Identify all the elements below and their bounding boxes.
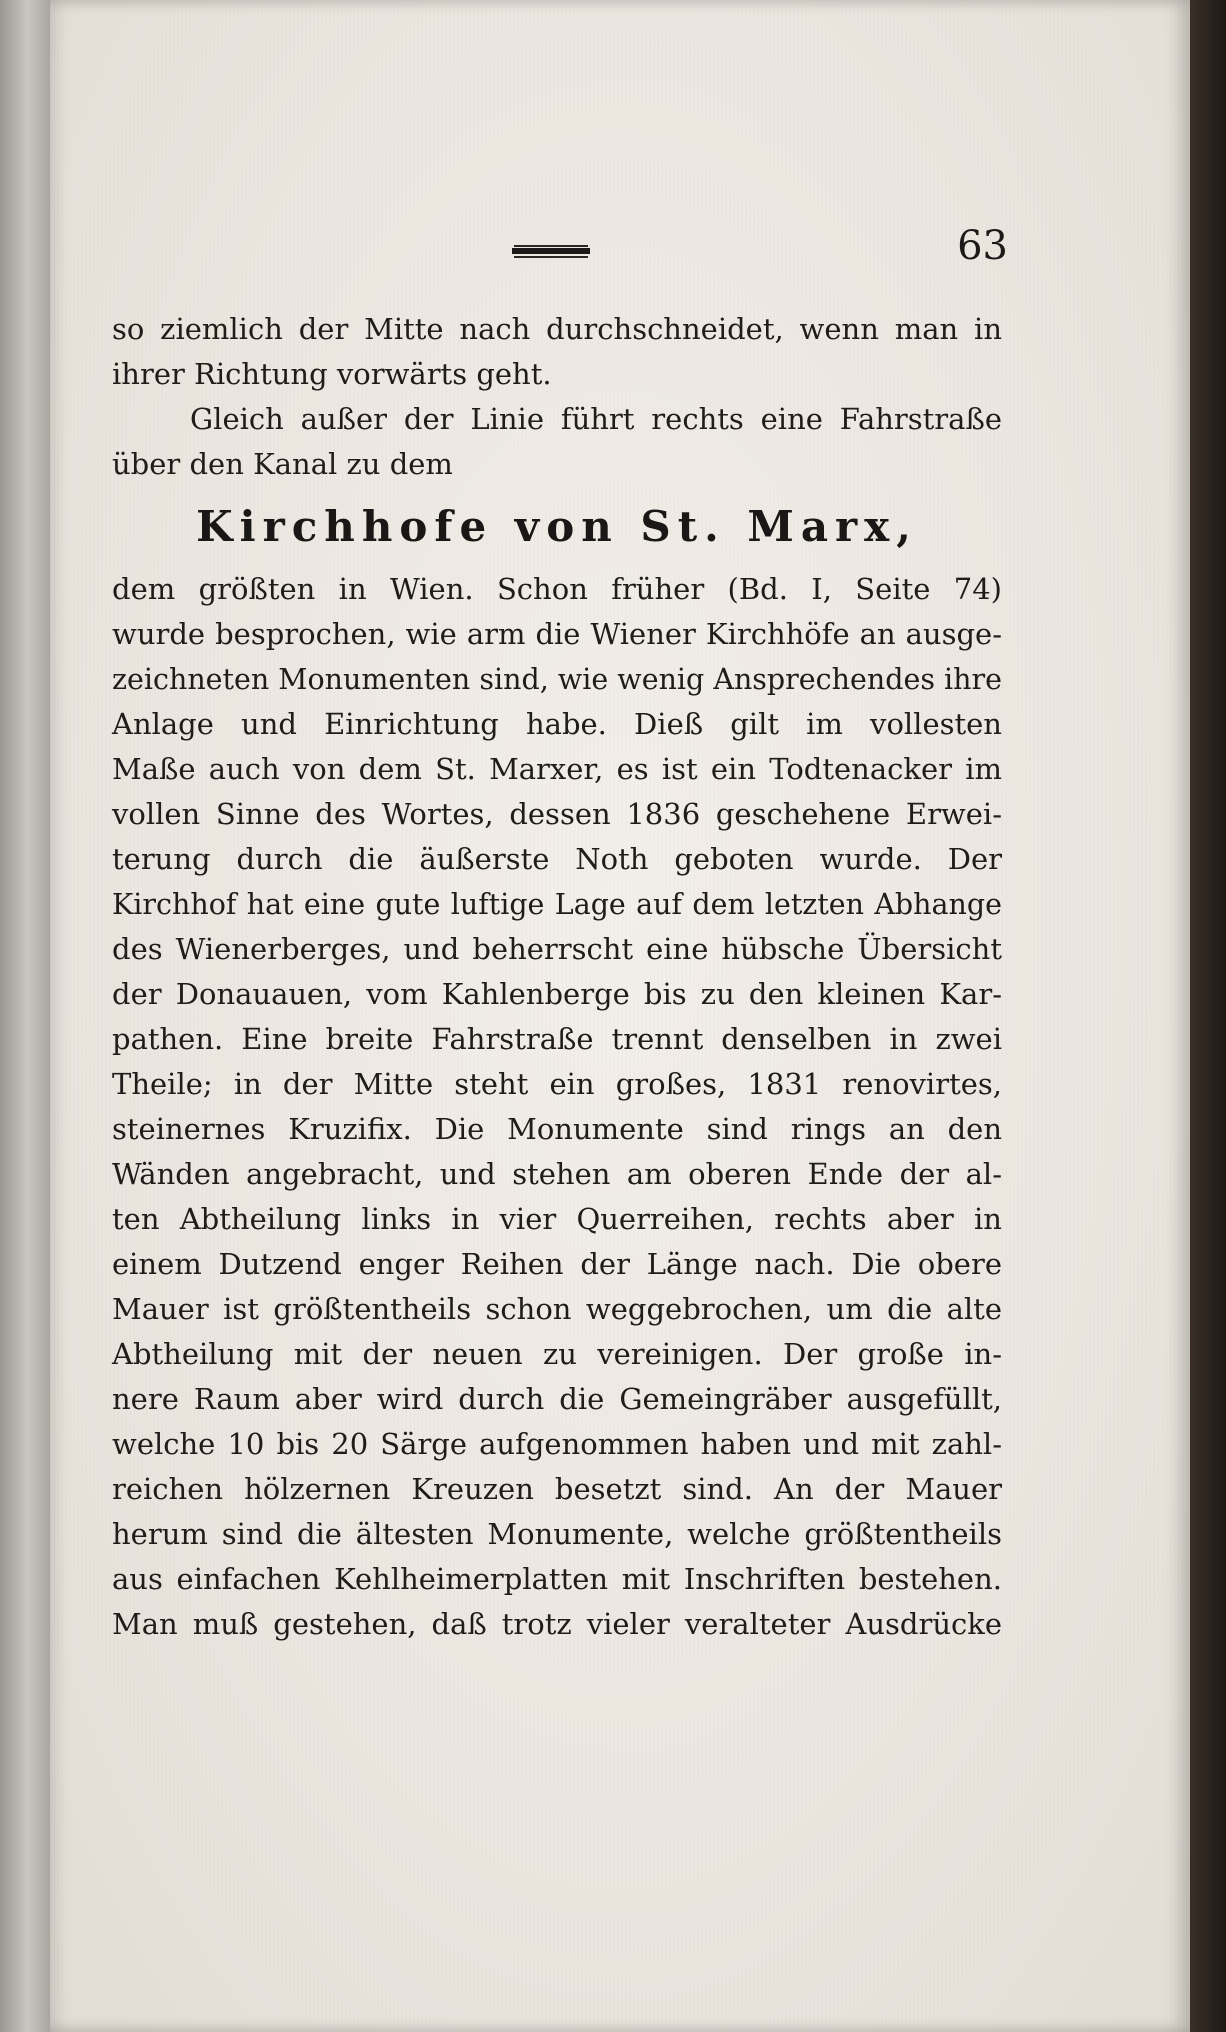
text-line: der Donauauen, vom Kahlenberge bis zu den kleinen Kar-: [112, 977, 1002, 1011]
page-number: 63: [957, 223, 1008, 269]
text-line: Kirchhof hat eine gute luftige Lage auf dem letzten Abhange: [112, 888, 1002, 921]
section-heading: [112, 487, 1002, 567]
text-line: nere Raum aber wird durch die Gemeingräber ausgefüllt,: [112, 1382, 1002, 1416]
text-line: ten Abtheilung links in vier Querreihen, rechts aber in: [112, 1202, 1002, 1236]
text-line: dem größten in Wien. Schon früher (Bd. I, Seite 74): [112, 572, 1002, 606]
text-line: welche 10 bis 20 Särge aufgenommen haben und mit zahl-: [112, 1427, 1002, 1461]
text-line: Mauer ist größtentheils schon weggebrochen, um die alte: [112, 1292, 1002, 1326]
text-line: über den Kanal zu dem: [112, 447, 453, 481]
text-line: aus einfachen Kehlheimerplatten mit Inschriften bestehen.: [112, 1562, 1002, 1596]
text-line: des Wienerberges, und beherrscht eine hübsche Übersicht: [112, 932, 1002, 966]
header-ornament-rule: [512, 245, 590, 258]
text-line: Anlage und Einrichtung habe. Dieß gilt im vollesten: [112, 707, 1002, 741]
text-line: einem Dutzend enger Reihen der Länge nach. Die obere: [112, 1247, 1002, 1281]
body-text: [112, 307, 1002, 1647]
text-line: Abtheilung mit der neuen zu vereinigen. Der große in-: [112, 1337, 1002, 1371]
text-line: vollen Sinne des Wortes, dessen 1836 geschehene Erwei-: [112, 797, 1002, 831]
section-heading-text: Kirchhofe von St. Marx,: [196, 502, 918, 551]
book-edge-left: [0, 0, 50, 2032]
text-line: pathen. Eine breite Fahrstraße trennt denselben in zwei: [112, 1022, 1002, 1056]
text-line: so ziemlich der Mitte nach durchschneidet, wenn man in: [112, 312, 1002, 346]
text-line: terung durch die äußerste Noth geboten wurde. Der: [112, 842, 1002, 876]
text-line: zeichneten Monumenten sind, wie wenig Ansprechendes ihre: [112, 663, 1002, 696]
text-line: Man muß gestehen, daß trotz vieler veralteter Ausdrücke: [112, 1607, 1002, 1641]
text-line: Gleich außer der Linie führt rechts eine Fahrstraße: [190, 402, 1002, 436]
text-line: reichen hölzernen Kreuzen besetzt sind. An der Mauer: [112, 1472, 1002, 1506]
book-edge-right: [1190, 0, 1226, 2032]
text-line: Wänden angebracht, und stehen am oberen Ende der al-: [112, 1157, 1002, 1191]
text-line: Maße auch von dem St. Marxer, es ist ein Todtenacker im: [112, 752, 1002, 786]
text-line: steinernes Kruzifix. Die Monumente sind rings an den: [112, 1112, 1002, 1146]
text-line: Theile; in der Mitte steht ein großes, 1831 renovirtes,: [112, 1067, 1002, 1101]
text-line: ihrer Richtung vorwärts geht.: [112, 357, 552, 391]
text-line: herum sind die ältesten Monumente, welche größtentheils: [112, 1517, 1002, 1551]
text-line: wurde besprochen, wie arm die Wiener Kirchhöfe an ausge-: [112, 617, 1002, 651]
